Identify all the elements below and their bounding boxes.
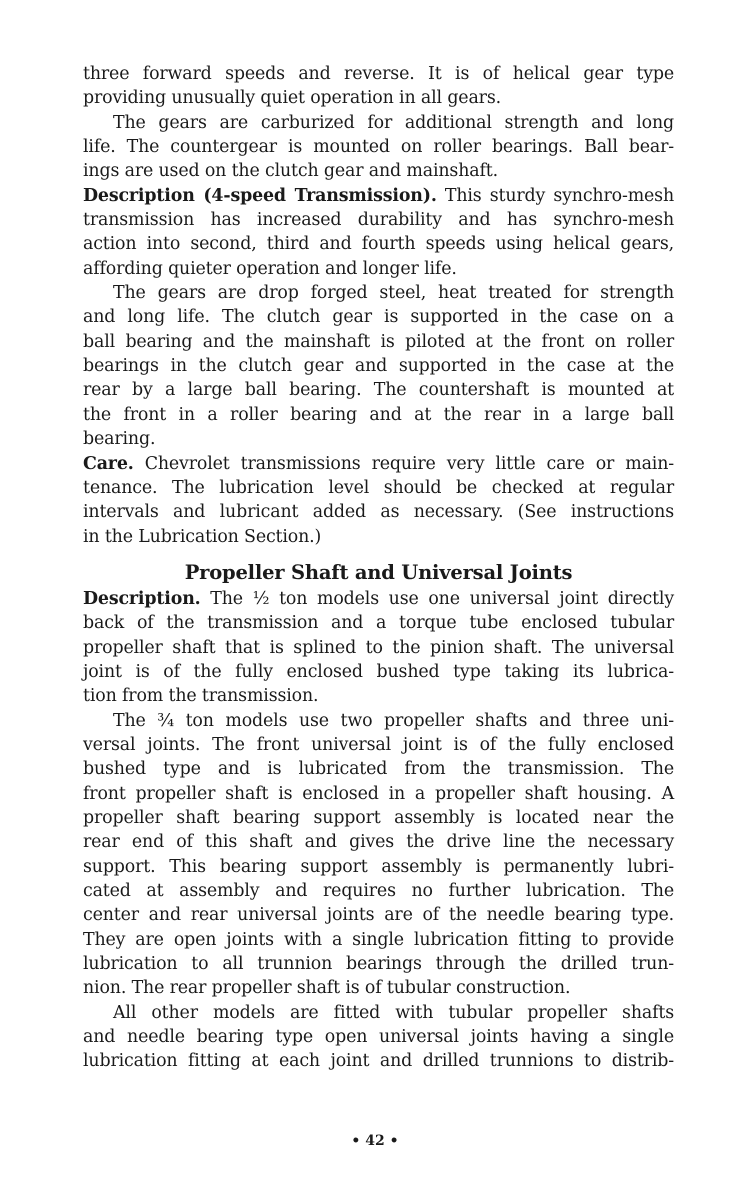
text-line: providing unusually quiet operation in all gears. xyxy=(83,88,501,109)
text-line: ball bearing and the mainshaft is piloted at the front on roller xyxy=(83,331,674,352)
section xyxy=(83,62,674,549)
text-line: cated at assembly and requires no further lubrication. The xyxy=(83,881,674,901)
line-text: Chevrolet transmissions require very little care or main- xyxy=(133,453,674,474)
text-line: The gears are drop forged steel, heat treated for strength xyxy=(113,283,674,304)
line-text: This sturdy synchro-mesh xyxy=(436,185,674,206)
paragraph xyxy=(83,1001,674,1074)
page-number: • 42 • xyxy=(351,1133,399,1149)
text-line: They are open joints with a single lubrication fitting to provide xyxy=(83,929,674,950)
text-line: lubrication fitting at each joint and drilled trunnions to distrib- xyxy=(83,1051,674,1072)
run-in-heading: Description. xyxy=(83,588,201,609)
text-line: three forward speeds and reverse. It is of helical gear type xyxy=(83,64,674,84)
text-line: back of the transmission and a torque tube enclosed tubular xyxy=(83,613,674,634)
text-line: rear end of this shaft and gives the drive line the necessary xyxy=(83,832,674,853)
text-line xyxy=(83,587,674,611)
text-line xyxy=(83,184,674,208)
text-line: propeller shaft that is splined to the pinion shaft. The universal xyxy=(83,637,674,658)
run-in-heading: Description (4-speed Transmission). xyxy=(83,185,437,206)
text-line: center and rear universal joints are of the needle bearing type. xyxy=(83,905,674,926)
text-line: The ¾ ton models use two propeller shafts and three uni- xyxy=(113,710,674,731)
text-line: tion from the transmission. xyxy=(83,686,319,707)
text-line: front propeller shaft is enclosed in a propeller shaft housing. A xyxy=(83,783,674,804)
paragraph xyxy=(83,709,674,1001)
text-line: versal joints. The front universal joint is of the fully enclosed xyxy=(83,734,674,755)
paragraph xyxy=(83,587,674,709)
line-text: The ½ ton models use one universal joint directly xyxy=(200,588,674,609)
text-line: The gears are carburized for additional strength and long xyxy=(113,112,674,133)
text-line: All other models are fitted with tubular propeller shafts xyxy=(113,1002,674,1023)
text-line: bushed type and is lubricated from the transmission. The xyxy=(83,759,674,780)
text-line: propeller shaft bearing support assembly is located near the xyxy=(83,807,674,828)
text-line: intervals and lubricant added as necessary. (See instructions xyxy=(83,502,674,523)
text-line: nion. The rear propeller shaft is of tubular construction. xyxy=(83,978,571,999)
text-line: tenance. The lubrication level should be checked at regular xyxy=(83,477,674,498)
paragraph xyxy=(83,452,674,549)
paragraph xyxy=(83,281,674,451)
text-line: lubrication to all trunnion bearings through the drilled trun- xyxy=(83,954,674,975)
text-line: action into second, third and fourth speeds using helical gears, xyxy=(83,234,674,255)
run-in-heading: Care. xyxy=(83,453,134,474)
paragraph xyxy=(83,184,674,281)
section xyxy=(83,559,674,1074)
text-line: and long life. The clutch gear is supported in the case on a xyxy=(83,307,674,328)
text-line: joint is of the fully enclosed bushed type taking its lubrica- xyxy=(83,661,674,682)
document-page xyxy=(83,62,674,1074)
text-line: support. This bearing support assembly is permanently lubri- xyxy=(83,856,674,877)
text-line: ings are used on the clutch gear and mainshaft. xyxy=(83,161,498,182)
text-line xyxy=(83,452,674,476)
paragraph xyxy=(83,62,674,111)
text-line: affording quieter operation and longer life. xyxy=(83,258,457,279)
text-line: in the Lubrication Section.) xyxy=(83,526,322,547)
text-line: rear by a large ball bearing. The countershaft is mounted at xyxy=(83,380,674,401)
text-line: bearing. xyxy=(83,429,156,450)
paragraph xyxy=(83,111,674,184)
text-line: the front in a roller bearing and at the rear in a large ball xyxy=(83,404,674,425)
text-line: and needle bearing type open universal joints having a single xyxy=(83,1027,674,1048)
text-line: life. The countergear is mounted on roller bearings. Ball bear- xyxy=(83,137,674,158)
text-line: bearings in the clutch gear and supported in the case at the xyxy=(83,356,674,377)
text-line: transmission has increased durability and has synchro-mesh xyxy=(83,210,674,231)
section-heading: Propeller Shaft and Universal Joints xyxy=(184,560,573,584)
